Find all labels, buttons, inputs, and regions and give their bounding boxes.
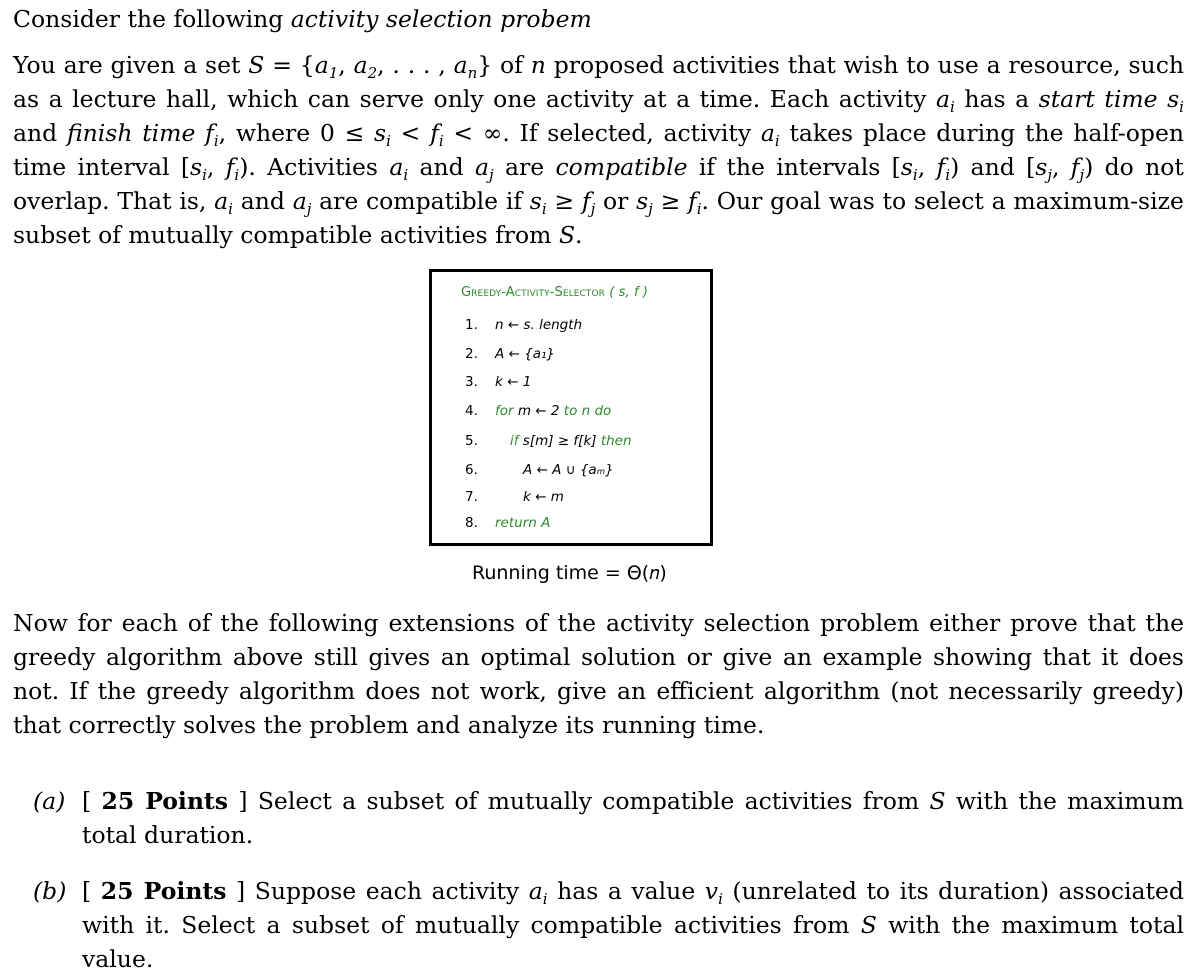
- algorithm-line: 4. for m ← 2 to n do: [465, 403, 612, 419]
- item-label: (a): [33, 787, 66, 815]
- algorithm-title: Greedy-Activity-Selector ( s, f ): [461, 285, 649, 300]
- instructions-paragraph: Now for each of the following extensions of the activity selection problem either prove that the greedy algorithm above still gives an optimal solution or give an example showing that it does not. If the greedy algorithm does not work, give an efficient algorithm (not necessarily greedy) that correctly solves the problem and analyze its running time.: [13, 609, 1184, 739]
- points-badge: 25 Points: [100, 877, 227, 905]
- intro-paragraph: You are given a set $S = \{a_1$, $a_2$, . . . , $a_n$} of n proposed activities that wish to use a resource, such as a lecture hall, which can serve only one activity at a time. Each activity $a_i$ has a start time $s_i$ and finish time $f_i$, where $0 \le s_i < f_i$ < ∞. If selected, activity $a_i$ takes place during the half-open time interval [$s_i$, $f_i$). Activities $a_i$ and $a_j$ are compatible if the intervals [$s_i$, $f_i$) and [$s_j$, $f_j$) do not overlap. That is, $a_i$ and $a_j$ are compatible if $s_i \ge f_j$ or $s_j \ge f_i$. Our goal was to select a maximum-size subset of mutually compatible activities from S.: [13, 51, 1184, 249]
- item-body: [ 25 Points ] Suppose each activity $a_i$ has a value $v_i$ (unrelated to its duration) associated with it. Select a subset of mutually compatible activities from S with the maximum total value.: [82, 877, 1184, 973]
- algorithm-line: 3. k ← 1: [465, 374, 532, 390]
- algorithm-line: 5. if s[m] ≥ f[k] then: [465, 433, 632, 449]
- item-label: (b): [33, 877, 67, 905]
- heading-emphasis: activity selection probem: [290, 5, 592, 33]
- problem-heading: Consider the following activity selection probem: [13, 5, 592, 33]
- algorithm-line: 8. return A: [465, 515, 551, 531]
- algorithm-line: 1. n ← s. length: [465, 317, 583, 333]
- running-time-caption: Running time = Θ(𝑛): [472, 562, 667, 584]
- item-body: [ 25 Points ] Select a subset of mutually compatible activities from S with the maximum total duration.: [82, 787, 1184, 849]
- algorithm-box: [429, 269, 713, 546]
- points-badge: 25 Points: [101, 787, 229, 815]
- algorithm-line: 7. k ← m: [465, 489, 564, 505]
- algorithm-line: 6. A ← A ∪ {aₘ}: [465, 462, 614, 478]
- algorithm-line: 2. A ← {a₁}: [465, 346, 555, 362]
